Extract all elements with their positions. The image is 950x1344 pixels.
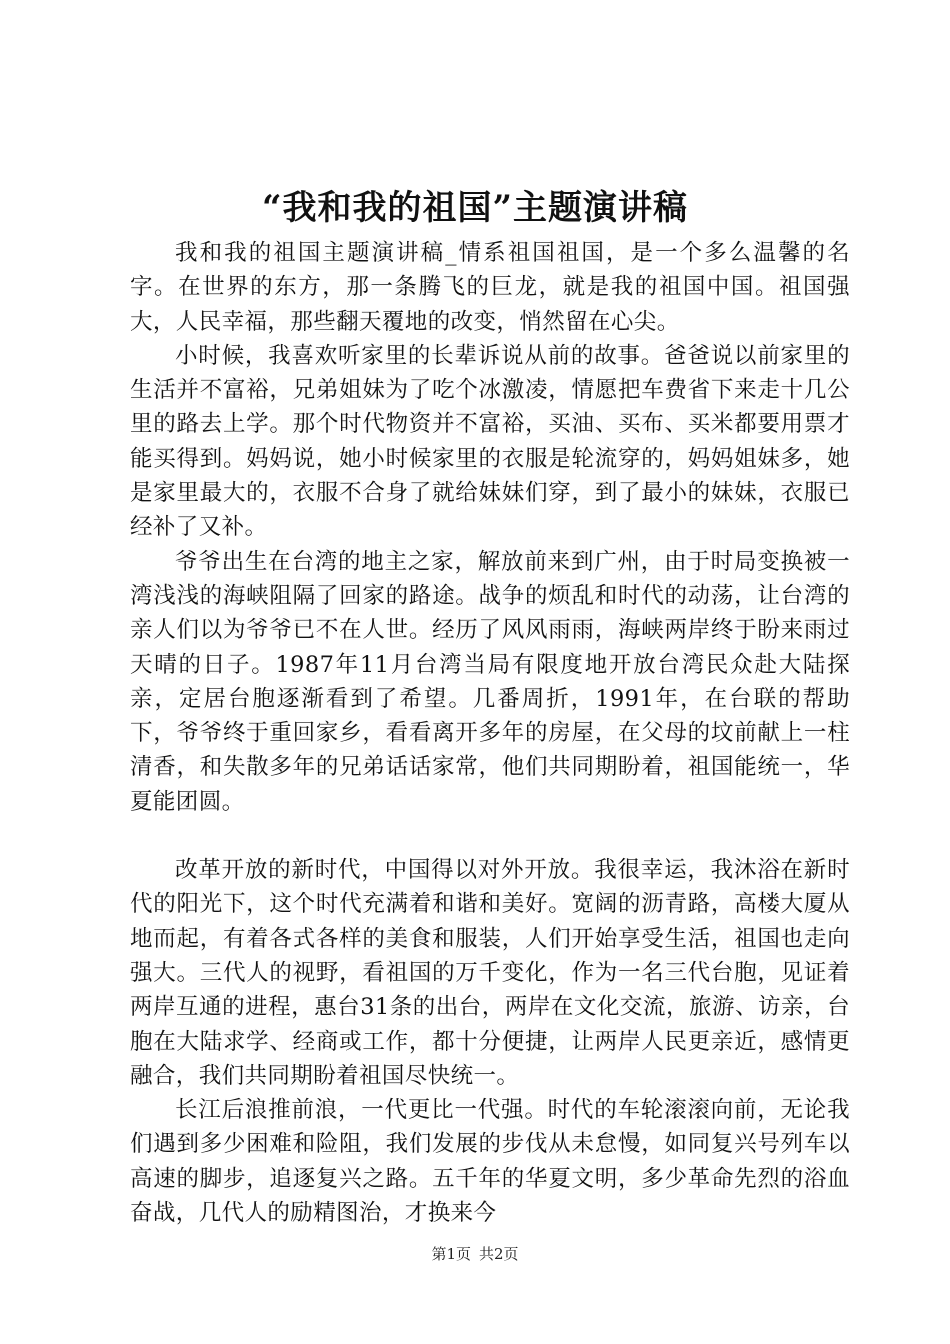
paragraph-childhood: 小时候，我喜欢听家里的长辈诉说从前的故事。爸爸说以前家里的生活并不富裕，兄弟姐妹为了吃个冰激凌，情愿把车费省下来走十几公里的路去上学。那个时代物资并不富裕，买油、买布、买米都要用票才能买得到。妈妈说，她小时候家里的衣服是轮流穿的，妈妈姐妹多，她是家里最大的，衣服不合身了就给妹妹们穿，到了最小的妹妹，衣服已经补了又补。 <box>130 342 850 541</box>
page-footer <box>0 1244 950 1264</box>
document-body <box>130 236 850 1230</box>
page-total: 共2页 <box>479 1245 519 1263</box>
paragraph-reform: 改革开放的新时代，中国得以对外开放。我很幸运，我沐浴在新时代的阳光下，这个时代充满着和谐和美好。宽阔的沥青路，高楼大厦从地而起，有着各式各样的美食和服装，人们开始享受生活，祖国也走向强大。三代人的视野，看祖国的万千变化，作为一名三代台胞，见证着两岸互通的进程，惠台31条的出台，两岸在文化交流，旅游、访亲，台胞在大陆求学、经商或工作，都十分便捷，让两岸人民更亲近，感情更融合，我们共同期盼着祖国尽快统一。 <box>130 857 850 1089</box>
page-number: 第1页 <box>431 1245 471 1263</box>
document-title: “我和我的祖国”主题演讲稿 <box>261 188 689 228</box>
paragraph-grandfather: 爷爷出生在台湾的地主之家，解放前来到广州，由于时局变换被一湾浅浅的海峡阻隔了回家的路途。战争的烦乱和时代的动荡，让台湾的亲人们以为爷爷已不在人世。经历了风风雨雨，海峡两岸终于盼来雨过天晴的日子。1987年11月台湾当局有限度地开放台湾民众赴大陆探亲，定居台胞逐渐看到了希望。几番周折，1991年，在台联的帮助下，爷爷终于重回家乡，看看离开多年的房屋，在父母的坟前献上一柱清香，和失散多年的兄弟话话家常，他们共同期盼着，祖国能统一，华夏能团圆。 <box>130 548 850 815</box>
paragraph-future: 长江后浪推前浪，一代更比一代强。时代的车轮滚滚向前，无论我们遇到多少困难和险阻，我们发展的步伐从未怠慢，如同复兴号列车以高速的脚步，追逐复兴之路。五千年的华夏文明，多少革命先烈的浴血奋战，几代人的励精图治，才换来今 <box>130 1097 850 1227</box>
paragraph-intro: 我和我的祖国主题演讲稿_情系祖国祖国，是一个多么温馨的名字。在世界的东方，那一条腾飞的巨龙，就是我的祖国中国。祖国强大，人民幸福，那些翻天覆地的改变，悄然留在心尖。 <box>130 240 850 335</box>
